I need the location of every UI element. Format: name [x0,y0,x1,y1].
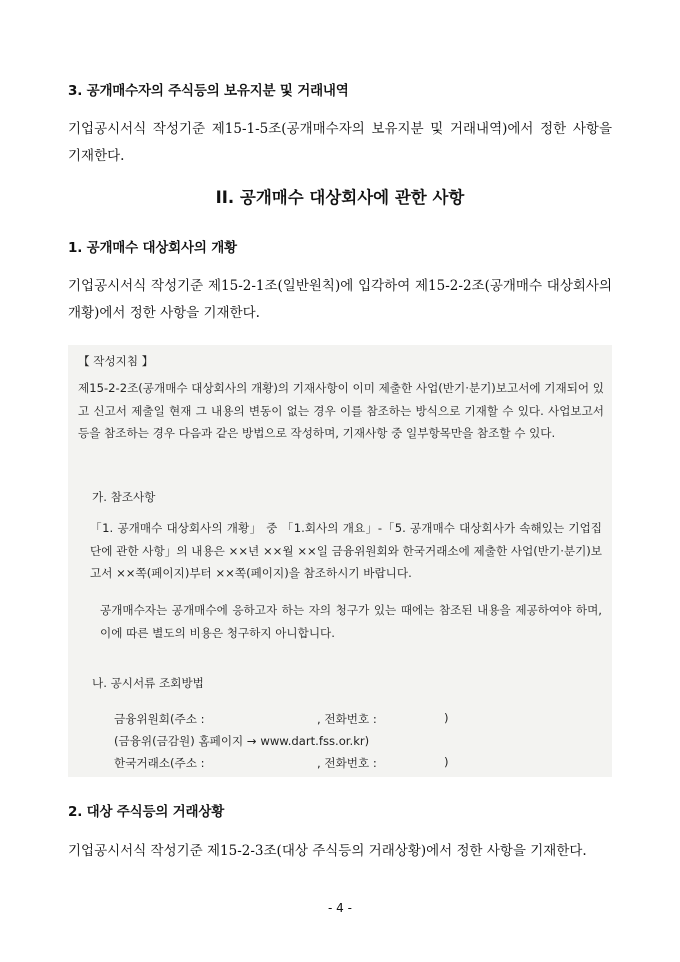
fsc-close-paren: ) [444,711,449,725]
section-1-body: 기업공시서식 작성기준 제15-2-1조(일반원칙)에 입각하여 제15-2-2조(공개매수 대상회사의 개황)에서 정한 사항을 기재한다. [68,278,612,321]
guide-intro: 제15-2-2조(공개매수 대상회사의 개황)의 기재사항이 이미 제출한 사업(반기·분기)보고서에 기재되어 있고 신고서 제출일 현재 그 내용의 변동이 없는 경우 이를 참조하는 방식으로 기재할 수 있다. 사업보고서 등을 참조하는 경우 다음과 같은 방법으로 작성하며, 기재사항 중 일부항목만을 참조할 수 있다. [78,381,604,440]
part-2-title: II. 공개매수 대상회사에 관한 사항 [215,188,465,207]
guide-heading: 【 작성지침 】 [78,354,154,368]
fsc-phone-label: , 전화번호 : [317,712,377,726]
guide-item-ga: 가. 참조사항 [92,490,156,504]
krx-close-paren: ) [444,755,449,769]
section-3-heading: 3. 공개매수자의 주식등의 보유지분 및 거래내역 [68,83,349,99]
writing-guide-box [68,345,612,777]
guide-item-na: 나. 공시서류 조회방법 [92,676,204,690]
section-2-heading: 2. 대상 주식등의 거래상황 [68,804,225,820]
section-2-body: 기업공시서식 작성기준 제15-2-3조(대상 주식등의 거래상황)에서 정한 사항을 기재한다. [68,843,587,859]
section-1-heading: 1. 공개매수 대상회사의 개황 [68,240,237,256]
guide-reference-text: 「1. 공개매수 대상회사의 개황」 중 「1.회사의 개요」-「5. 공개매수 대상회사가 속해있는 기업집단에 관한 사항」의 내용은 ××년 ××월 ××일 금융위원회와 한국거래소에 제출한 사업(반기·분기)보고서 ××쪽(페이지)부터 ××쪽(페이지)을 참조하시기 바랍니다. [90,521,602,580]
krx-phone-label: , 전화번호 : [317,756,377,770]
fsc-address-line: 금융위원회(주소 : [114,712,205,726]
page-number: - 4 - [328,901,352,915]
krx-address-line: 한국거래소(주소 : [114,756,205,770]
fss-homepage-line: (금융위(금감원) 홈페이지 → www.dart.fss.or.kr) [114,734,370,748]
guide-request-text: 공개매수자는 공개매수에 응하고자 하는 자의 청구가 있는 때에는 참조된 내용을 제공하여야 하며, 이에 따른 별도의 비용은 청구하지 아니합니다. [100,603,602,640]
section-3-body: 기업공시서식 작성기준 제15-1-5조(공개매수자의 보유지분 및 거래내역)에서 정한 사항을 기재한다. [68,121,612,164]
